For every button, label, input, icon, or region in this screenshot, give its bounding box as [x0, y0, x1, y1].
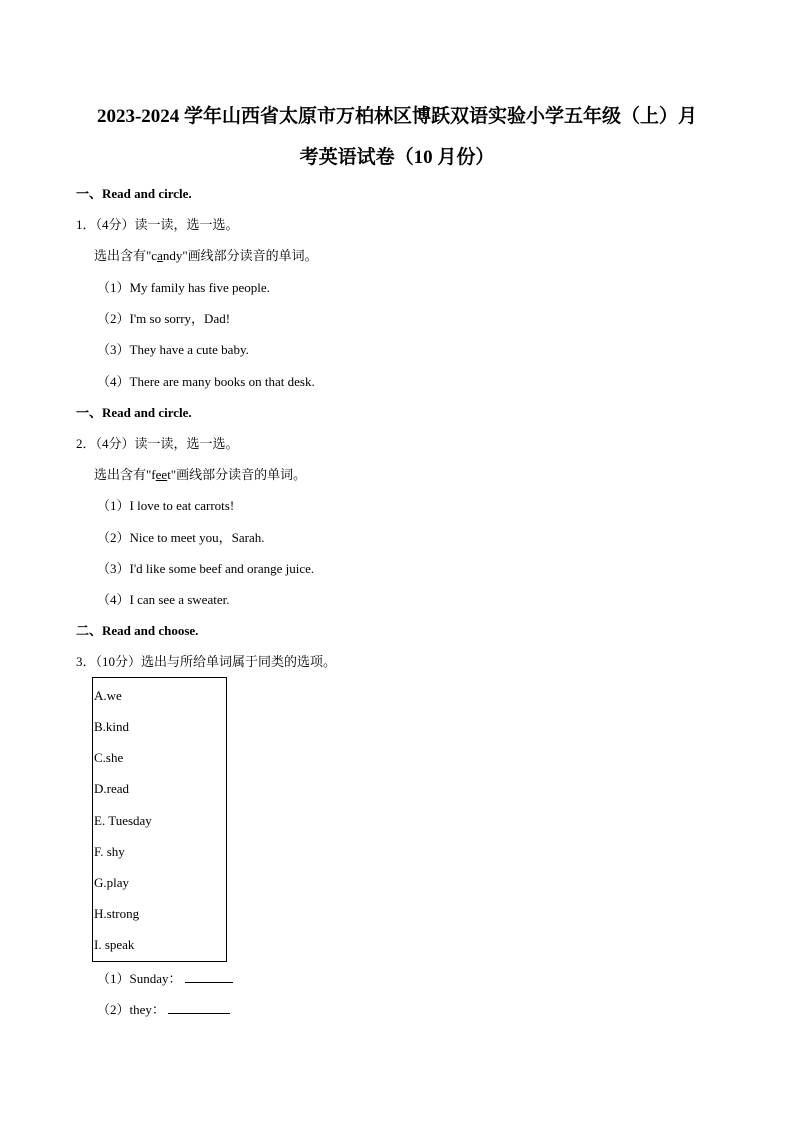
choice-b: B.kind [94, 719, 130, 734]
choice-a: A.we [94, 688, 122, 703]
question-1-stem: 1．（4分）读一读，选一选。 [76, 217, 239, 232]
question-3-item-2: （2）they： [97, 1001, 230, 1019]
question-2-stem: 2．（4分）读一读，选一选。 [76, 436, 239, 451]
question-2-instruction: 选出含有"feet"画线部分读音的单词。 [94, 467, 307, 482]
question-1-item-4: （4）There are many books on that desk. [97, 374, 315, 389]
section-heading-read-and-circle-2: 一、Read and circle. [76, 405, 192, 420]
answer-blank-2[interactable] [168, 1001, 230, 1014]
question-1-instruction: 选出含有"candy"画线部分读音的单词。 [94, 248, 318, 263]
question-2-item-1: （1）I love to eat carrots! [97, 498, 235, 513]
choice-g: G.play [94, 875, 130, 890]
choice-e: E. Tuesday [94, 813, 152, 828]
exam-title-line-1: 2023-2024 学年山西省太原市万柏林区博跃双语实验小学五年级（上）月 [96, 106, 698, 127]
question-1-item-3: （3）They have a cute baby. [97, 342, 249, 357]
question-1-item-1: （1）My family has five people. [97, 280, 270, 295]
choice-i: I. speak [94, 937, 135, 952]
question-2-item-3: （3）I'd like some beef and orange juice. [97, 561, 315, 576]
choice-h: H.strong [94, 906, 140, 921]
exam-title-line-2: 考英语试卷（10 月份） [299, 147, 495, 168]
choice-f: F. shy [94, 844, 125, 859]
section-heading-read-and-choose: 二、Read and choose. [76, 623, 199, 638]
section-heading-read-and-circle: 一、Read and circle. [76, 186, 192, 201]
question-3-item-1: （1）Sunday： [97, 970, 233, 988]
question-2-item-2: （2）Nice to meet you，Sarah. [97, 530, 265, 545]
question-1-item-2: （2）I'm so sorry，Dad! [97, 311, 231, 326]
choice-c: C.she [94, 750, 124, 765]
question-3-stem: 3．（10分）选出与所给单词属于同类的选项。 [76, 654, 337, 669]
question-2-item-4: （4）I can see a sweater. [97, 592, 230, 607]
answer-blank-1[interactable] [185, 970, 233, 983]
choice-d: D.read [94, 781, 130, 796]
